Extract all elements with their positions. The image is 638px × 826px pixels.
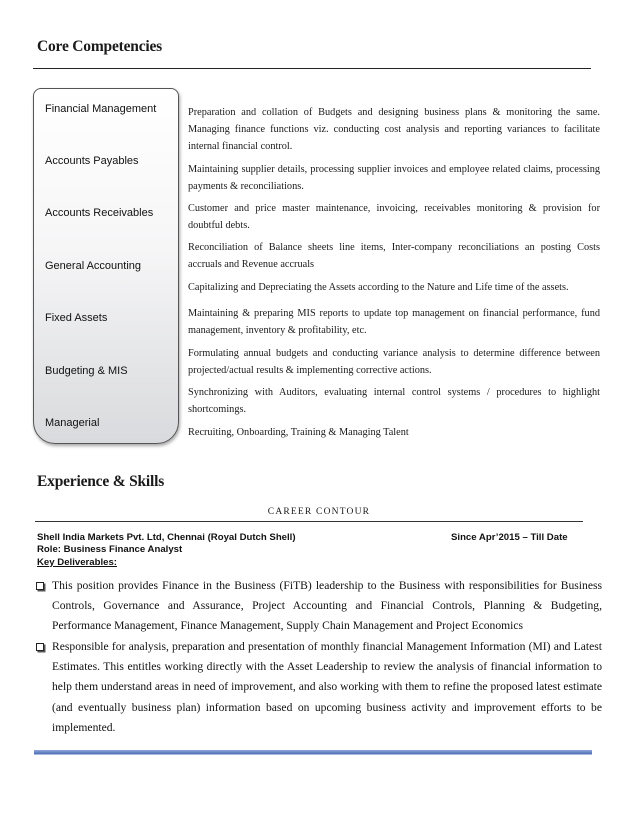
job-role: Role: Business Finance Analyst [37,544,183,555]
employment-period: Since Apr’2015 – Till Date [451,532,568,543]
competency-description: Formulating annual budgets and conducting variance analysis to determine difference between projected/actual results & implementing corrective actions. [188,348,600,376]
career-contour-label: CAREER CONTOUR [267,507,371,517]
deliverable-text: Responsible for analysis, preparation and presentation of monthly financial Management Information (MI) and Latest Estimates. This entitles working directly with the Asset Leadership to review the analysis of financial information to help them understand areas in need of improvement, and also working with them to refine the proposed latest estimate (and eventually business plan) information based on upcoming business activity and improvement efforts to be implemented. [52,640,602,734]
competency-item: Managerial [45,417,100,429]
competency-description: Maintaining supplier details, processing supplier invoices and employee related claims, processing payments & reconciliations. [188,164,600,192]
deliverable-text: This position provides Finance in the Business (FiTB) leadership to the Business with responsibilities for Business Controls, Governance and Assurance, Project Accounting and Financial Controls, Planning & Budgeting, Performance Management, Finance Management, Supply Chain Management and Project Economics [52,579,602,633]
competency-item: General Accounting [45,260,142,272]
competency-description: Synchronizing with Auditors, evaluating internal control systems / procedures to highlight shortcomings. [188,387,600,415]
competency-item: Accounts Payables [45,155,139,167]
key-deliverables-label: Key Deliverables: [37,557,117,568]
competency-item: Fixed Assets [45,312,108,324]
competency-list-box [33,88,179,444]
deliverable-item [36,637,602,738]
page-footer-bar [34,750,592,755]
competency-description: Customer and price master maintenance, invoicing, receivables monitoring & provision for doubtful debts. [188,203,600,231]
career-divider [35,521,583,522]
competency-description: Recruiting, Onboarding, Training & Managing Talent [188,427,409,438]
competency-item: Accounts Receivables [45,207,154,219]
competency-item: Budgeting & MIS [45,365,128,377]
company-name: Shell India Markets Pvt. Ltd, Chennai (Royal Dutch Shell) [37,532,296,543]
checkbox-bullet-icon [36,582,44,590]
experience-heading: Experience & Skills [37,473,165,490]
heading-divider [33,68,591,69]
competency-description: Capitalizing and Depreciating the Assets according to the Nature and Life time of the assets. [188,282,569,293]
competency-item: Financial Management [45,103,157,115]
competency-description: Preparation and collation of Budgets and designing business plans & monitoring the same. Managing finance functions viz. conducting cost analysis and reporting variances to facilitate internal financial control. [188,107,600,152]
core-competencies-heading: Core Competencies [37,38,163,55]
competency-description: Reconciliation of Balance sheets line items, Inter-company reconciliations an posting Costs accruals and Revenue accruals [188,242,600,270]
deliverable-item [36,576,602,637]
competency-description: Maintaining & preparing MIS reports to update top management on financial performance, fund management, inventory & profitability, etc. [188,308,600,336]
checkbox-bullet-icon [36,643,44,651]
